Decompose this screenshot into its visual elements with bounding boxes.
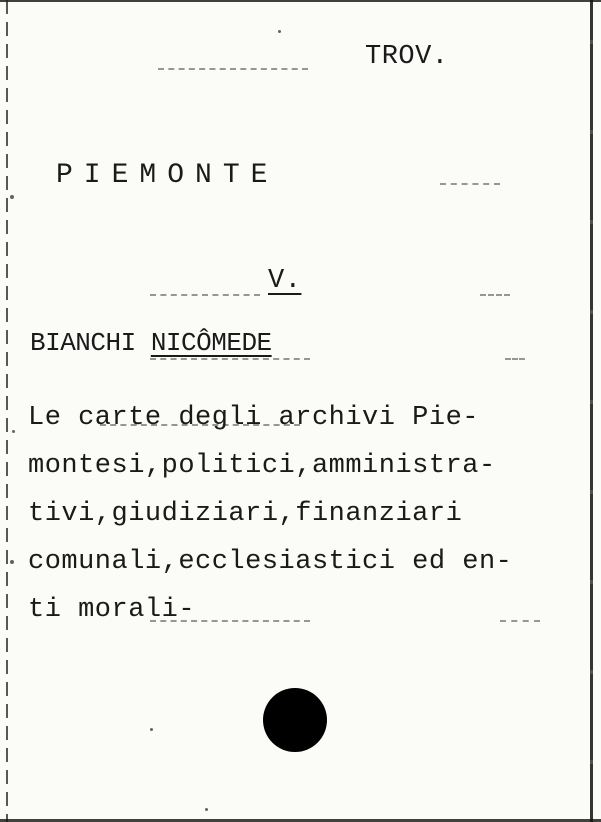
region-heading: PIEMONTE [56, 160, 279, 191]
title-block [28, 394, 588, 634]
ink-speck [278, 30, 281, 33]
volume-number: V. [268, 266, 302, 296]
author-name: NICÔMEDE [150, 328, 272, 358]
title-line-2: montesi,politici,amministra- [28, 451, 496, 481]
ink-speck [10, 195, 14, 199]
punch-hole-icon [263, 688, 327, 752]
guide-dashes [480, 294, 510, 296]
card-left-edge [6, 0, 8, 822]
card-top-edge [0, 0, 601, 2]
card-header-trov: TROV. [365, 42, 449, 72]
title-line-1: Le carte degli archivi Pie- [28, 403, 479, 433]
ink-speck [205, 808, 208, 811]
guide-dashes [505, 358, 525, 360]
title-line-4: comunali,ecclesiastici ed en- [28, 547, 513, 577]
ink-speck [12, 430, 15, 433]
ink-speck [150, 728, 153, 731]
card-right-edge [590, 0, 593, 822]
author-surname: BIANCHI [30, 328, 136, 358]
guide-dashes [150, 358, 310, 360]
ink-speck [10, 560, 14, 564]
author-line [30, 330, 272, 356]
guide-dashes [150, 294, 260, 296]
title-line-5: ti morali- [28, 595, 196, 625]
guide-dashes [440, 183, 500, 185]
title-line-3: tivi,giudiziari,finanziari [28, 499, 463, 529]
guide-dashes [158, 68, 308, 70]
